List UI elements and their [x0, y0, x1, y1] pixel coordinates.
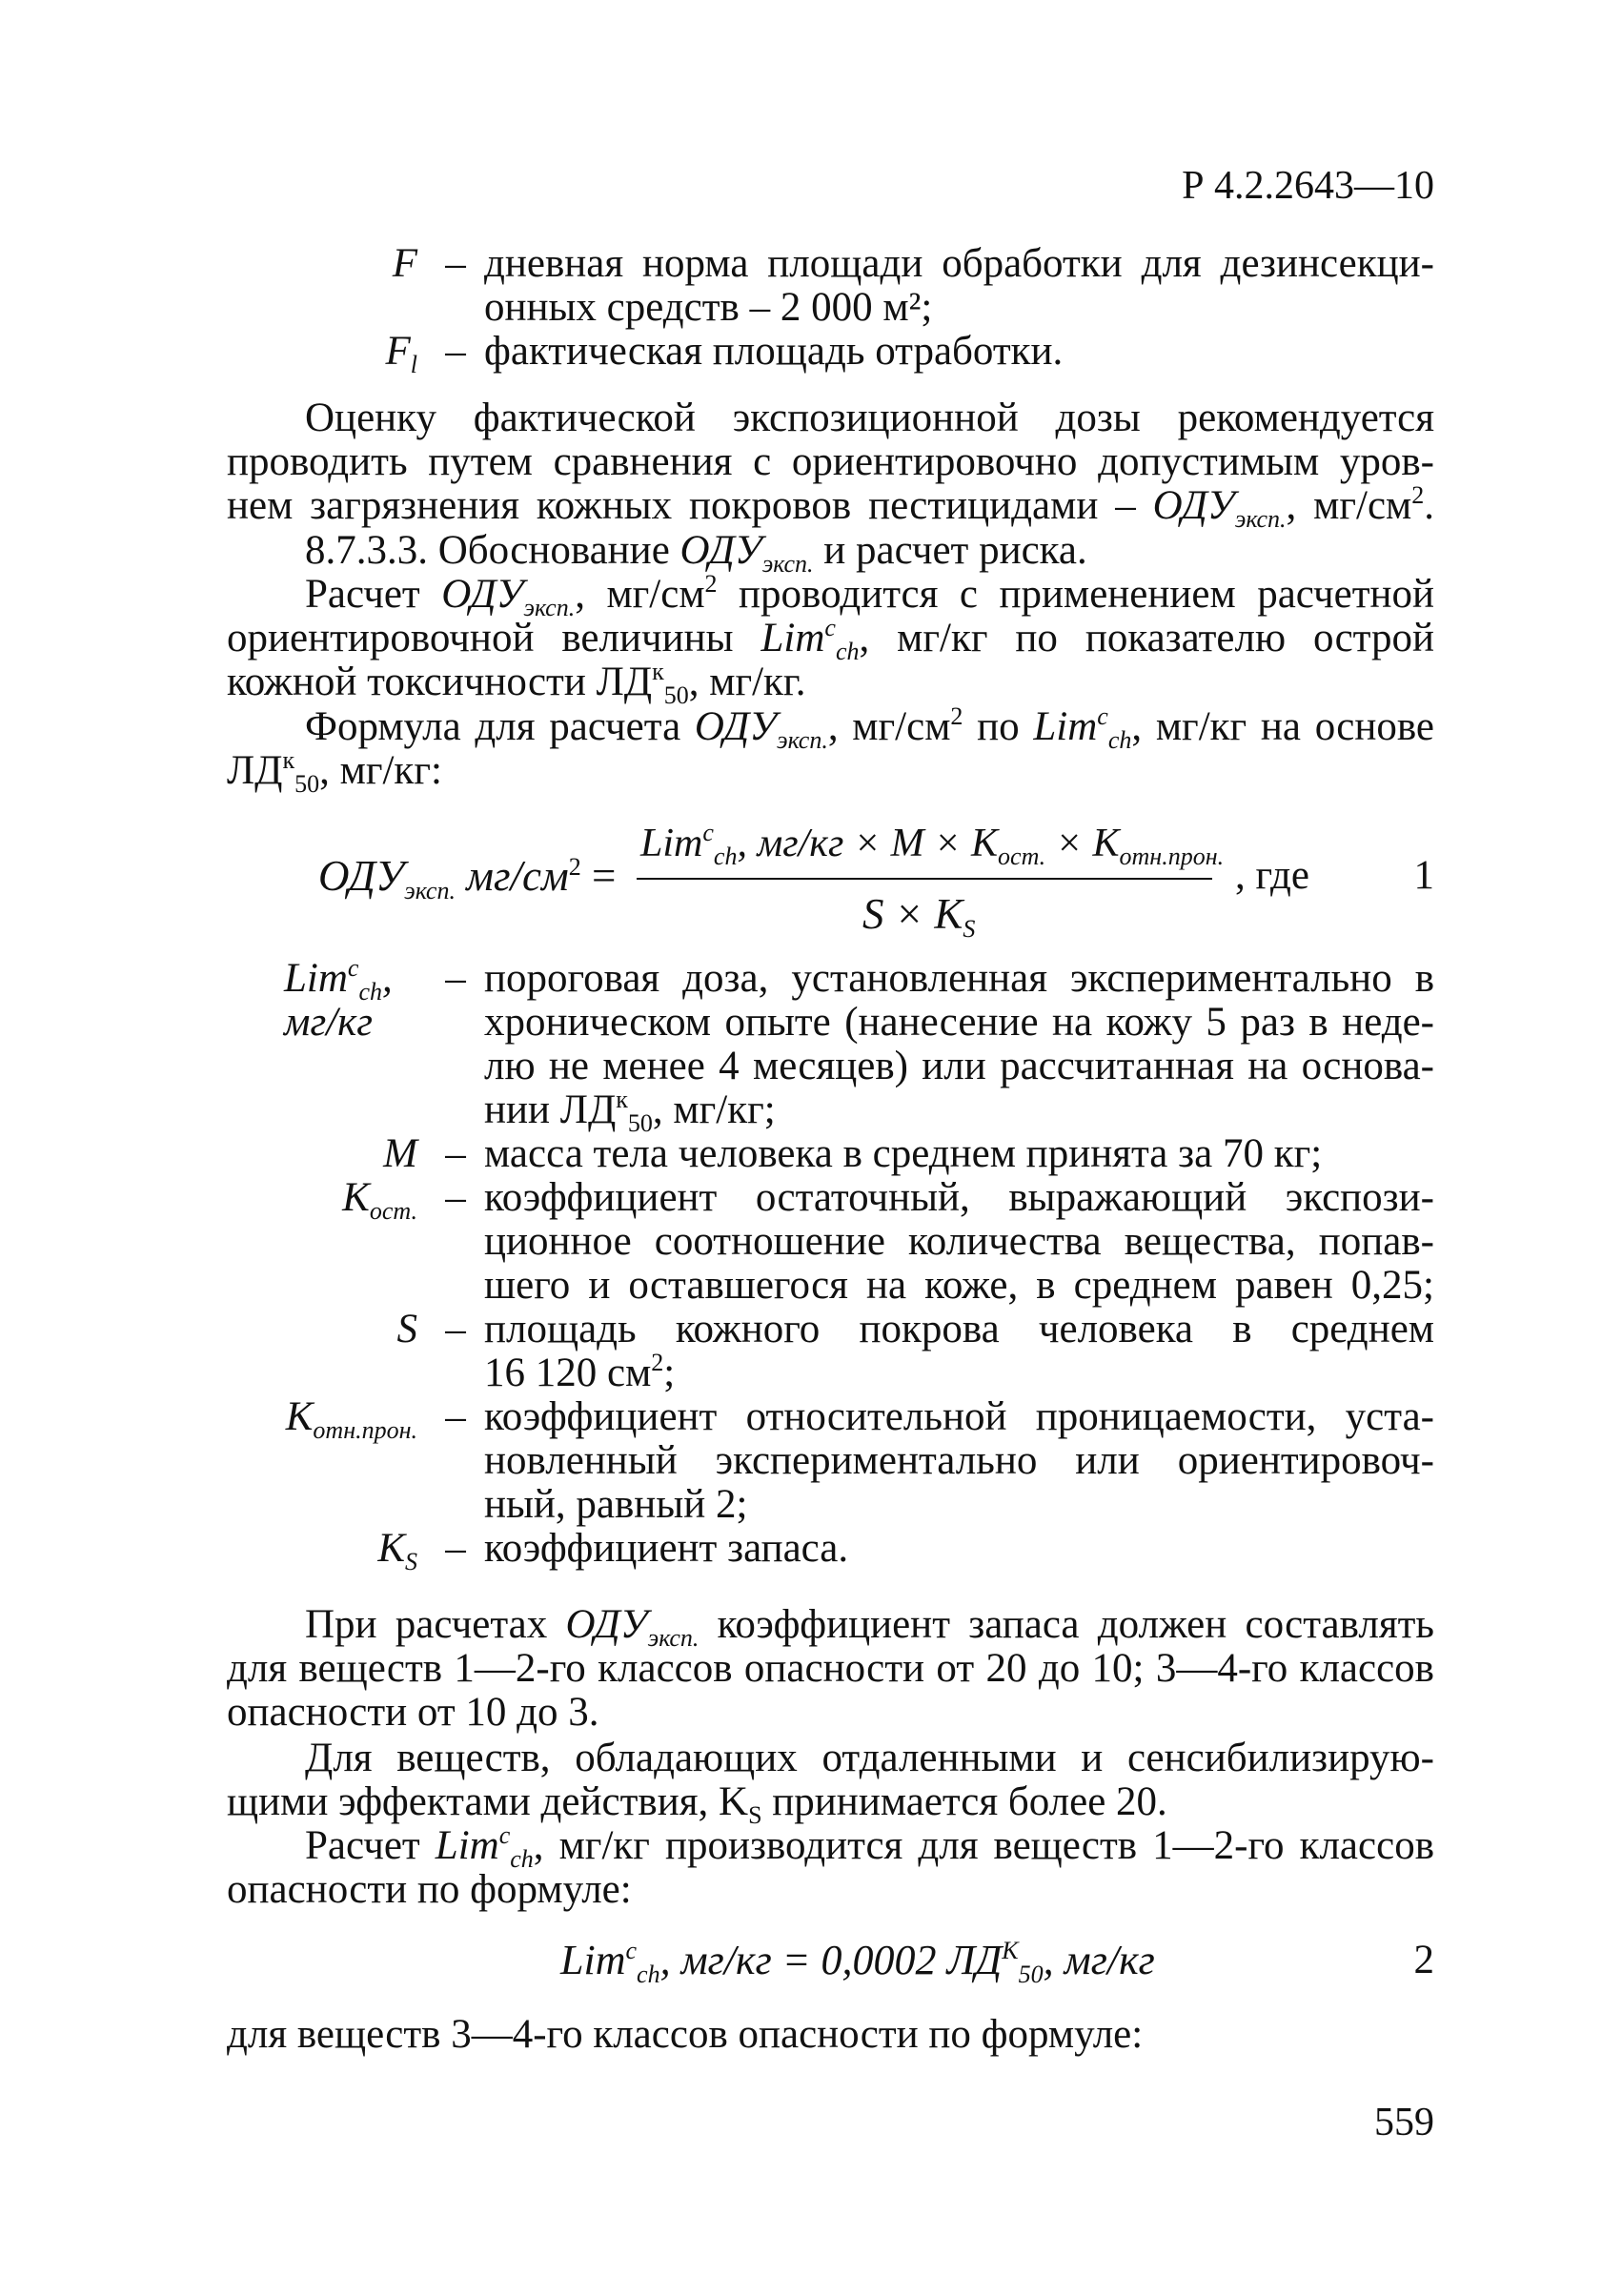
def-symbol-lim: Lim$^c_{ch}$, мг/кг	[284, 954, 393, 1045]
def-body-m: масса тела человека в среднем принята за 70 кг;	[484, 1131, 1323, 1176]
def-body-k-s: коэффициент запаса.	[484, 1526, 849, 1571]
formula-1-number: 1	[1413, 853, 1434, 898]
def-dash: –	[445, 1175, 466, 1220]
def-dash: –	[445, 1131, 466, 1176]
paragraph-8: для веществ 3—4-го классов опасности по формуле:	[227, 2012, 1144, 2057]
formula-1-denominator: $S \times K_S$	[862, 890, 976, 943]
def-dash: –	[445, 1394, 466, 1439]
def-dash: –	[445, 241, 466, 286]
paragraph-6: Для веществ, обладающих отдаленными и сенсибилизирую- щими эффектами действия, $K_S$ принимается более 20.	[227, 1736, 1434, 1829]
def-symbol-m: M	[383, 1131, 417, 1176]
paragraph-3: Расчет $ОДУ_{эксп.}$, $мг/см^2$ проводится с применением расчетной ориентировочной величины Lim$^c_{ch}$, мг/кг по показателю острой кожной токсичности $ЛД^к_{50}$, мг/кг.	[227, 570, 1435, 709]
formula-1-numerator: Lim$^c_{ch}$, $мг/кг \times M \times K_{ост.} \times K_{отн.прон.}$	[640, 819, 1225, 870]
formula-2-number: 2	[1413, 1938, 1434, 1982]
def-body-f1: фактическая площадь отработки.	[484, 329, 1064, 374]
def-symbol-f: F	[392, 241, 417, 286]
def-symbol-k-s: $K_S$	[377, 1526, 417, 1575]
paragraph-5: При расчетах $ОДУ_{эксп.}$ коэффициент запаса должен составлять для веществ 1—2-го классов опасности от 20 до 10; 3—4-го классов опасности от 10 до 3.	[227, 1602, 1434, 1735]
def-symbol-f1: $F_l$	[385, 329, 417, 378]
document-header-code: Р 4.2.2643—10	[1182, 164, 1434, 208]
def-dash: –	[445, 329, 466, 374]
page-number: 559	[1374, 2101, 1434, 2144]
def-body-k-otn-pron: коэффициент относительной проницаемости, уста- новленный экспериментально или ориентировоч- ный, равный 2;	[484, 1394, 1434, 1527]
paragraph-7: Расчет Lim$^c_{ch}$, мг/кг производится для веществ 1—2-го классов опасности по формуле:	[227, 1821, 1434, 1912]
def-symbol-k-ost: $K_{ост.}$	[342, 1175, 417, 1225]
formula-1-where: , где	[1235, 853, 1309, 898]
def-symbol-s: S	[396, 1307, 417, 1351]
def-dash: –	[445, 956, 466, 1001]
formula-1-fraction-bar	[637, 878, 1212, 880]
def-dash: –	[445, 1526, 466, 1571]
paragraph-2: 8.7.3.3. Обоснование $ОДУ_{эксп.}$ и расчет риска.	[305, 528, 1087, 578]
paragraph-4: Формула для расчета $ОДУ_{эксп.}$, $мг/см^2$ по Lim$^c_{ch}$, мг/кг на основе $ЛД^к_{50}$, мг/кг:	[227, 702, 1434, 798]
def-body-k-ost: коэффициент остаточный, выражающий экспози- ционное соотношение количества вещества, попав- шего и оставшегося на коже, в среднем равен 0,25;	[484, 1175, 1434, 1308]
formula-2: Lim$^c_{ch}$, мг/кг = 0,0002 $ЛД^K_{50}$, мг/кг	[560, 1937, 1155, 1988]
def-body-f: дневная норма площади обработки для дезинсекци- онных средств – 2 000 м²;	[484, 241, 1434, 330]
def-body-lim: пороговая доза, установленная экспериментально в хроническом опыте (нанесение на кожу 5 раз в неде- лю не менее 4 месяцев) или рассчитанная на основа- нии $ЛД^к_{50}$, мг/кг;	[484, 956, 1434, 1137]
def-dash: –	[445, 1307, 466, 1351]
def-body-s: площадь кожного покрова человека в среднем 16 120 $см^2$;	[484, 1307, 1434, 1395]
paragraph-1: Оценку фактической экспозиционной дозы рекомендуется проводить путем сравнения с ориентировочно допустимым уров- нем загрязнения кожных покровов пестицидами – $ОДУ_{эксп.}$, $мг/см^2$.	[227, 396, 1434, 533]
formula-1-lhs: $ОДУ_{эксп.}$ $мг/см^2$ =	[318, 852, 617, 904]
def-symbol-k-otn-pron: $K_{отн.прон.}$	[285, 1394, 417, 1444]
